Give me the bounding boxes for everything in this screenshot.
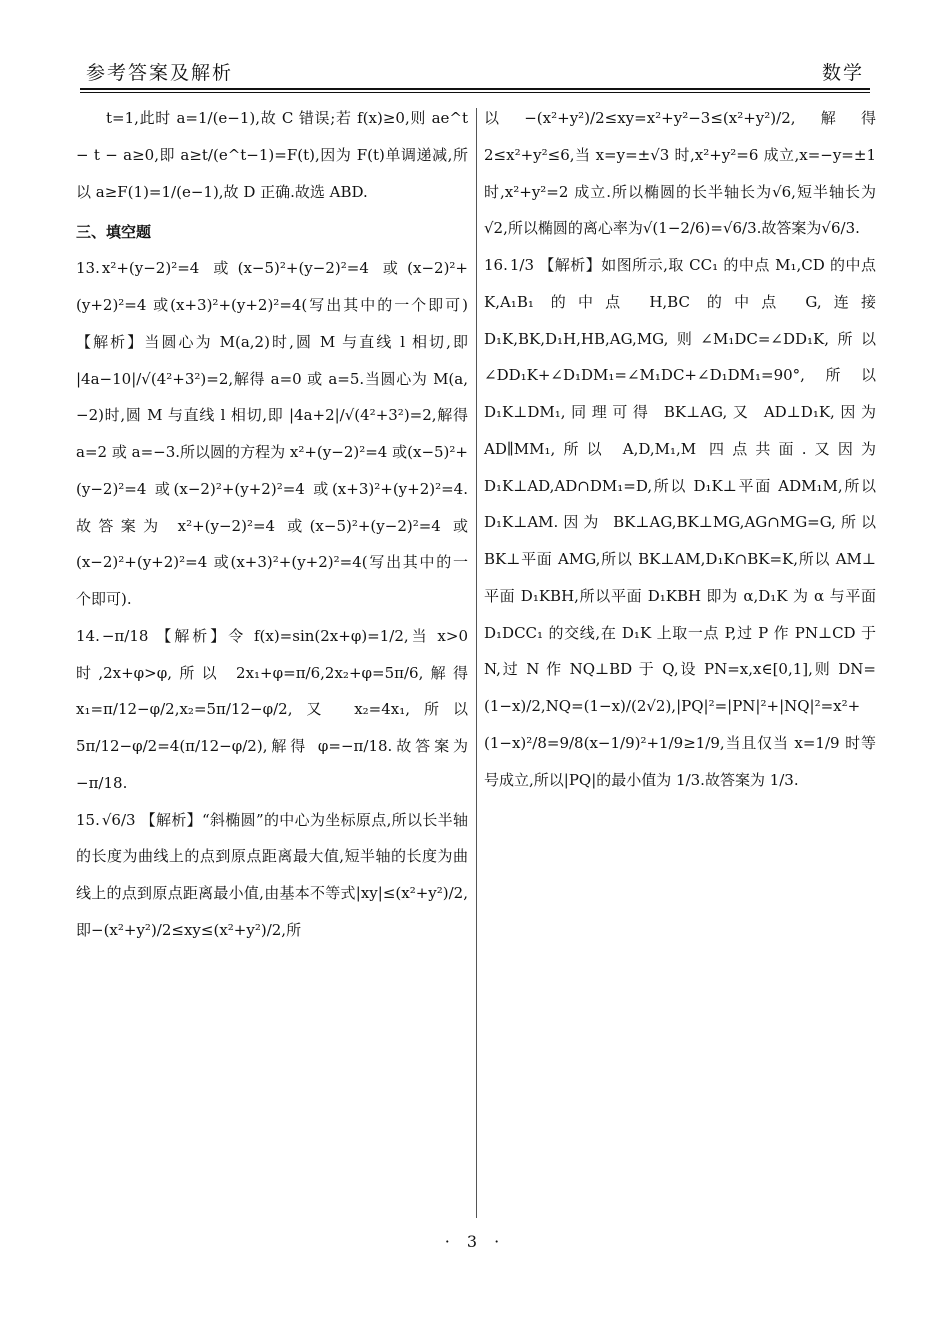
question-number: 13. xyxy=(76,259,100,278)
question-15 xyxy=(76,802,468,949)
left-column xyxy=(76,100,468,949)
header-rule xyxy=(80,88,870,90)
question-13 xyxy=(76,250,468,618)
page-number: · 3 · xyxy=(444,1232,506,1251)
question-14 xyxy=(76,618,468,802)
header-title: 参考答案及解析 xyxy=(86,62,234,84)
continuation-q12: t=1,此时 a=1/(e−1),故 C 错误;若 f(x)≥0,则 ae^t − t − a≥0,即 a≥t/(e^t−1)=F(t),因为 F(t)单调递减,所以 a≥F(1)=1/(e−1),故 D 正确.故选 ABD. xyxy=(76,109,468,201)
question-15-text: √6/3 【解析】“斜椭圆”的中心为坐标原点,所以长半轴的长度为曲线上的点到原点距离最大值,短半轴的长度为曲线上的点到原点距离最小值,由基本不等式|xy|≤(x²+y²)/2,即−(x²+y²)/2≤xy≤(x²+y²)/2,所 xyxy=(76,810,468,939)
question-13-text: x²+(y−2)²=4 或(x−5)²+(y−2)²=4 或(x−2)²+(y+2)²=4 或(x+3)²+(y+2)²=4(写出其中的一个即可) 【解析】当圆心为 M(a,2)时,圆 M 与直线 l 相切,即 |4a−10|/√(4²+3²)=2,解得 a=0 或 a=5.当圆心为 M(a,−2)时,圆 M 与直线 l 相切,即 |4a+2|/√(4²+3²)=2,解得 a=2 或 a=−3.所以圆的方程为 x²+(y−2)²=4 或(x−5)²+(y−2)²=4 或(x−2)²+(y+2)²=4 或(x+3)²+(y+2)²=4.故答案为 x²+(y−2)²=4 或(x−5)²+(y−2)²=4 或(x−2)²+(y+2)²=4 或(x+3)²+(y+2)²=4(写出其中的一个即可). xyxy=(76,259,468,608)
question-number: 14. xyxy=(76,626,100,645)
question-number: 16. xyxy=(484,256,508,274)
column-divider xyxy=(476,108,477,1218)
header-rule-thin xyxy=(80,92,870,93)
question-number: 15. xyxy=(76,810,100,829)
continuation-q15: 以−(x²+y²)/2≤xy=x²+y²−3≤(x²+y²)/2,解得 2≤x²+y²≤6,当 x=y=±√3 时,x²+y²=6 成立,x=−y=±1 时,x²+y²=2 成立.所以椭圆的长半轴长为√6,短半轴长为√2,所以椭圆的离心率为√(1−2/6)=√6/3.故答案为√6/3. xyxy=(484,109,876,238)
question-14-text: −π/18 【解析】令 f(x)=sin(2x+φ)=1/2,当 x>0 时,2x+φ>φ,所以 2x₁+φ=π/6,2x₂+φ=5π/6,解得 x₁=π/12−φ/2,x₂=5π/12−φ/2,又 x₂=4x₁,所以 5π/12−φ/2=4(π/12−φ/2),解得 φ=−π/18.故答案为−π/18. xyxy=(76,626,468,792)
question-16-text: 1/3 【解析】如图所示,取 CC₁ 的中点 M₁,CD 的中点 K,A₁B₁ 的中点 H,BC 的中点 G,连接 D₁K,BK,D₁H,HB,AG,MG,则∠M₁DC=∠DD₁K,所以∠DD₁K+∠D₁DM₁=∠M₁DC+∠D₁DM₁=90°,所以 D₁K⊥DM₁,同理可得 BK⊥AG,又 AD⊥D₁K,因为 AD∥MM₁,所以 A,D,M₁,M 四点共面.又因为 D₁K⊥AD,AD∩DM₁=D,所以 D₁K⊥平面 ADM₁M,所以 D₁K⊥AM.因为 BK⊥AG,BK⊥MG,AG∩MG=G,所以 BK⊥平面 AMG,所以 BK⊥AM,D₁K∩BK=K,所以 AM⊥平面 D₁KBH,所以平面 D₁KBH 即为 α,D₁K 为 α 与平面 D₁DCC₁ 的交线,在 D₁K 上取一点 P,过 P 作 PN⊥CD 于 N,过 N 作 NQ⊥BD 于 Q,设 PN=x,x∈[0,1],则 DN=(1−x)/2,NQ=(1−x)/(2√2),|PQ|²=|PN|²+|NQ|²=x²+(1−x)²/8=9/8(x−1/9)²+1/9≥1/9,当且仅当 x=1/9 时等号成立,所以|PQ|的最小值为 1/3.故答案为 1/3. xyxy=(484,256,876,789)
right-column xyxy=(484,100,876,798)
header-subject: 数学 xyxy=(821,62,864,84)
section-title: 三、填空题 xyxy=(76,223,152,242)
question-16 xyxy=(484,247,876,798)
